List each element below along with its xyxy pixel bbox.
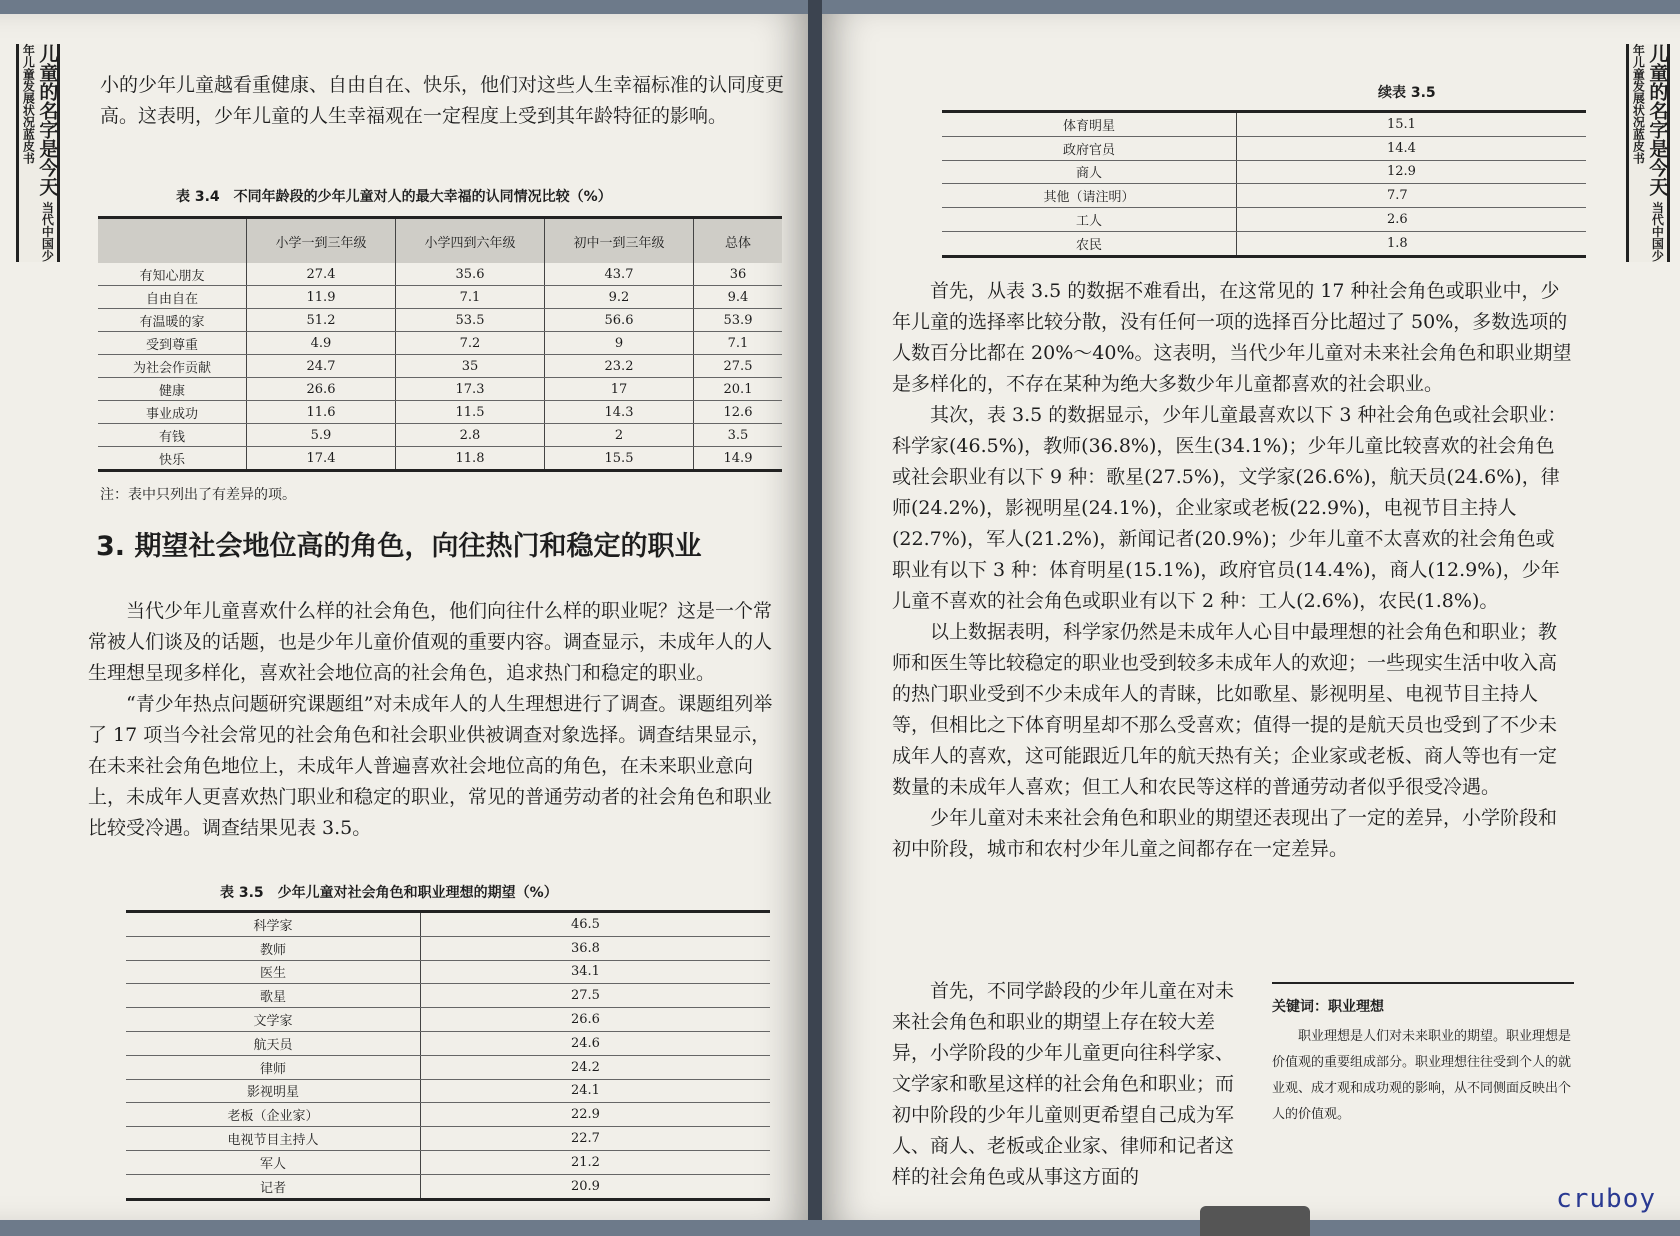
section-title: 3. 期望社会地位高的角色，向往热门和稳定的职业: [96, 531, 702, 562]
table-cell: 53.5: [396, 309, 545, 332]
table-cell: 56.6: [545, 309, 694, 332]
table-3-5-caption: 表 3.5 少年儿童对社会角色和职业理想的期望（%）: [220, 885, 558, 901]
table-cell: 11.8: [396, 447, 545, 471]
table-cell-value: 1.8: [1237, 231, 1587, 256]
table-cell-role: 电视节目主持人: [126, 1127, 421, 1151]
table-cell: 11.6: [247, 401, 396, 424]
table-cell: 17.3: [396, 378, 545, 401]
table-cell-value: 20.9: [421, 1174, 771, 1199]
table-cell: 26.6: [247, 378, 396, 401]
table-cell: 36: [694, 263, 783, 286]
page-number-tab: [1200, 1206, 1310, 1236]
table-row: [98, 355, 782, 378]
table-cell: 51.2: [247, 309, 396, 332]
table-row: [126, 1079, 770, 1103]
table-cell-value: 24.1: [421, 1079, 771, 1103]
table-cell-item: 为社会作贡献: [98, 355, 247, 378]
table-cell: 14.9: [694, 447, 783, 471]
right-body: [892, 276, 1572, 865]
table-header-cell: 初中一到三年级: [545, 218, 694, 264]
table-row: [98, 332, 782, 355]
table-cell: 27.4: [247, 263, 396, 286]
table-cell-value: 21.2: [421, 1150, 771, 1174]
table-cell: 5.9: [247, 424, 396, 447]
table-cell-item: 有温暖的家: [98, 309, 247, 332]
table-row: [98, 286, 782, 309]
table-cell-value: 24.2: [421, 1055, 771, 1079]
table-cell-value: 15.1: [1237, 112, 1587, 137]
table-3-4: [98, 216, 782, 472]
table-cell-role: 政府官员: [942, 136, 1237, 160]
table-cell: 20.1: [694, 378, 783, 401]
intro-paragraph-block: [100, 70, 790, 132]
book-gutter: [808, 0, 822, 1220]
paragraph: 首先，从表 3.5 的数据不难看出，在这常见的 17 种社会角色或职业中，少年儿童的选择率比较分散，没有任何一项的选择百分比超过了 50%，多数选项的人数百分比都在 20%～40%。这表明，当代少年儿童对未来社会角色和职业期望是多样化的，不存在某种为绝大多数少年儿童都喜欢的社会职业。: [892, 280, 1572, 395]
table-cell: 35.6: [396, 263, 545, 286]
table-continued-label: 续表 3.5: [1378, 85, 1436, 101]
table-cell-role: 农民: [942, 231, 1237, 256]
table-row: [126, 984, 770, 1008]
series-title: 儿童的名字是今天: [1646, 44, 1669, 196]
series-tab-left: [16, 44, 60, 262]
table-cell-role: 教师: [126, 936, 421, 960]
table-3-5-continued: [942, 110, 1586, 258]
left-body: [88, 596, 788, 844]
table-cell-value: 7.7: [1237, 184, 1587, 208]
table-cell: 2: [545, 424, 694, 447]
table-cell-role: 歌星: [126, 984, 421, 1008]
table-row: [126, 936, 770, 960]
paragraph: 少年儿童对未来社会角色和职业的期望还表现出了一定的差异，小学阶段和初中阶段，城市和农村少年儿童之间都存在一定差异。: [892, 807, 1558, 860]
table-cell-value: 24.6: [421, 1031, 771, 1055]
table-row: [942, 231, 1586, 256]
table-cell-value: 14.4: [1237, 136, 1587, 160]
table-cell: 2.8: [396, 424, 545, 447]
table-cell: 11.9: [247, 286, 396, 309]
table-header-cell: 小学四到六年级: [396, 218, 545, 264]
table-row: [98, 447, 782, 471]
table-row: [942, 112, 1586, 137]
table-cell: 9.2: [545, 286, 694, 309]
intro-paragraph: 小的少年儿童越看重健康、自由自在、快乐，他们对这些人生幸福标准的认同度更高。这表明，少年儿童的人生幸福观在一定程度上受到其年龄特征的影响。: [100, 74, 785, 127]
table-cell-role: 影视明星: [126, 1079, 421, 1103]
table-row: [942, 208, 1586, 232]
table-row: [98, 378, 782, 401]
table-cell-item: 事业成功: [98, 401, 247, 424]
table-3-5: [126, 910, 770, 1201]
paragraph: 其次，表 3.5 的数据显示，少年儿童最喜欢以下 3 种社会角色或社会职业：科学家(46.5%)，教师(36.8%)，医生(34.1%)；少年儿童比较喜欢的社会角色或社会职业有以下 9 种：歌星(27.5%)，文学家(26.6%)，航天员(24.6%)，律师(24.2%)，影视明星(24.1%)，企业家或老板(22.9%)，电视节目主持人(22.7%)，军人(21.2%)，新闻记者(20.9%)；少年儿童不太喜欢的社会角色或职业有以下 3 种：体育明星(15.1%)，政府官员(14.4%)，商人(12.9%)，少年儿童不喜欢的社会角色或职业有以下 2 种：工人(2.6%)，农民(1.8%)。: [892, 404, 1567, 612]
table-row: [942, 136, 1586, 160]
table-3-4-caption: 表 3.4 不同年龄段的少年儿童对人的最大幸福的认同情况比较（%）: [176, 189, 612, 205]
table-row: [98, 309, 782, 332]
table-row: [98, 263, 782, 286]
series-title: 儿童的名字是今天: [36, 44, 59, 196]
table-row: [126, 1031, 770, 1055]
table-cell: 17: [545, 378, 694, 401]
series-subtitle: 当代中国少年儿童发展状况蓝皮书: [21, 44, 55, 262]
table-cell-value: 36.8: [421, 936, 771, 960]
table-row: [126, 912, 770, 937]
table-cell: 24.7: [247, 355, 396, 378]
table-row: [942, 160, 1586, 184]
left-page: [0, 14, 808, 1220]
table-cell-value: 26.6: [421, 1008, 771, 1032]
table-cell-value: 22.9: [421, 1103, 771, 1127]
keyword-title: 关键词：职业理想: [1272, 999, 1384, 1015]
keyword-text: 职业理想是人们对未来职业的期望。职业理想是价值观的重要组成部分。职业理想往往受到个人的就业观、成才观和成功观的影响，从不同侧面反映出个人的价值观。: [1272, 1029, 1572, 1122]
table-3-4-note: 注：表中只列出了有差异的项。: [100, 487, 296, 503]
table-cell: 7.1: [694, 332, 783, 355]
table-cell-role: 老板（企业家）: [126, 1103, 421, 1127]
paragraph: 以上数据表明，科学家仍然是未成年人心目中最理想的社会角色和职业；教师和医生等比较稳定的职业也受到较多未成年人的欢迎；一些现实生活中收入高的热门职业受到不少未成年人的青睐，比如歌星、影视明星、电视节目主持人等，但相比之下体育明星却不那么受喜欢；值得一提的是航天员也受到了不少未成年人的喜欢，这可能跟近几年的航天热有关；企业家或老板、商人等也有一定数量的未成年人喜欢；但工人和农民等这样的普通劳动者似乎很受冷遇。: [892, 621, 1558, 798]
table-header-cell: 小学一到三年级: [247, 218, 396, 264]
table-cell: 15.5: [545, 447, 694, 471]
table-row: [126, 1103, 770, 1127]
table-cell: 17.4: [247, 447, 396, 471]
table-cell: 43.7: [545, 263, 694, 286]
table-cell-role: 其他（请注明）: [942, 184, 1237, 208]
table-cell-item: 健康: [98, 378, 247, 401]
table-cell: 9: [545, 332, 694, 355]
paragraph: 当代少年儿童喜欢什么样的社会角色，他们向往什么样的职业呢？这是一个常常被人们谈及的话题，也是少年儿童价值观的重要内容。调查显示，未成年人的人生理想呈现多样化，喜欢社会地位高的社会角色，追求热门和稳定的职业。: [88, 600, 773, 684]
table-row: [126, 1008, 770, 1032]
table-cell-value: 12.9: [1237, 160, 1587, 184]
table-cell: 7.1: [396, 286, 545, 309]
right-body-narrow: [892, 976, 1250, 1193]
table-row: [126, 960, 770, 984]
table-cell: 7.2: [396, 332, 545, 355]
table-row: [98, 424, 782, 447]
table-cell-value: 27.5: [421, 984, 771, 1008]
table-cell-role: 科学家: [126, 912, 421, 937]
table-cell: 53.9: [694, 309, 783, 332]
table-header-cell: 总体: [694, 218, 783, 264]
table-cell: 9.4: [694, 286, 783, 309]
table-header-cell: [98, 218, 247, 264]
table-cell: 4.9: [247, 332, 396, 355]
table-row: [126, 1055, 770, 1079]
paragraph: 首先，不同学龄段的少年儿童在对未来社会角色和职业的期望上存在较大差异，小学阶段的少年儿童更向往科学家、文学家和歌星这样的社会角色和职业；而初中阶段的少年儿童则更希望自己成为军人、商人、老板或企业家、律师和记者这样的社会角色或从事这方面的: [892, 980, 1235, 1188]
table-cell-role: 航天员: [126, 1031, 421, 1055]
table-cell-value: 2.6: [1237, 208, 1587, 232]
paragraph: “青少年热点问题研究课题组”对未成年人的人生理想进行了调查。课题组列举了 17 项当今社会常见的社会角色和社会职业供被调查对象选择。调查结果显示，在未来社会角色地位上，未成年人普遍喜欢社会地位高的角色，在未来职业意向上，未成年人更喜欢热门职业和稳定的职业，常见的普通劳动者的社会角色和职业比较受冷遇。调查结果见表 3.5。: [88, 693, 773, 839]
table-cell-item: 快乐: [98, 447, 247, 471]
watermark: cruboy: [1556, 1184, 1656, 1214]
table-row: [98, 401, 782, 424]
keyword-box: [1272, 982, 1574, 1128]
table-row: [126, 1127, 770, 1151]
table-cell: 3.5: [694, 424, 783, 447]
series-subtitle: 当代中国少年儿童发展状况蓝皮书: [1631, 44, 1665, 262]
table-cell-role: 律师: [126, 1055, 421, 1079]
table-cell: 23.2: [545, 355, 694, 378]
table-row: [126, 1174, 770, 1199]
table-cell-item: 有知心朋友: [98, 263, 247, 286]
table-cell-role: 医生: [126, 960, 421, 984]
table-cell-role: 工人: [942, 208, 1237, 232]
table-cell-role: 商人: [942, 160, 1237, 184]
table-cell: 14.3: [545, 401, 694, 424]
table-row: [942, 184, 1586, 208]
table-cell-role: 体育明星: [942, 112, 1237, 137]
table-cell-value: 22.7: [421, 1127, 771, 1151]
table-cell: 35: [396, 355, 545, 378]
table-cell-role: 记者: [126, 1174, 421, 1199]
table-cell-value: 46.5: [421, 912, 771, 937]
table-cell: 27.5: [694, 355, 783, 378]
table-cell-item: 自由自在: [98, 286, 247, 309]
table-cell: 12.6: [694, 401, 783, 424]
table-cell-role: 文学家: [126, 1008, 421, 1032]
table-cell-role: 军人: [126, 1150, 421, 1174]
table-cell-item: 有钱: [98, 424, 247, 447]
table-cell: 11.5: [396, 401, 545, 424]
series-tab-right: [1626, 44, 1670, 262]
table-cell-value: 34.1: [421, 960, 771, 984]
table-row: [126, 1150, 770, 1174]
table-header-row: [98, 218, 782, 264]
table-cell-item: 受到尊重: [98, 332, 247, 355]
